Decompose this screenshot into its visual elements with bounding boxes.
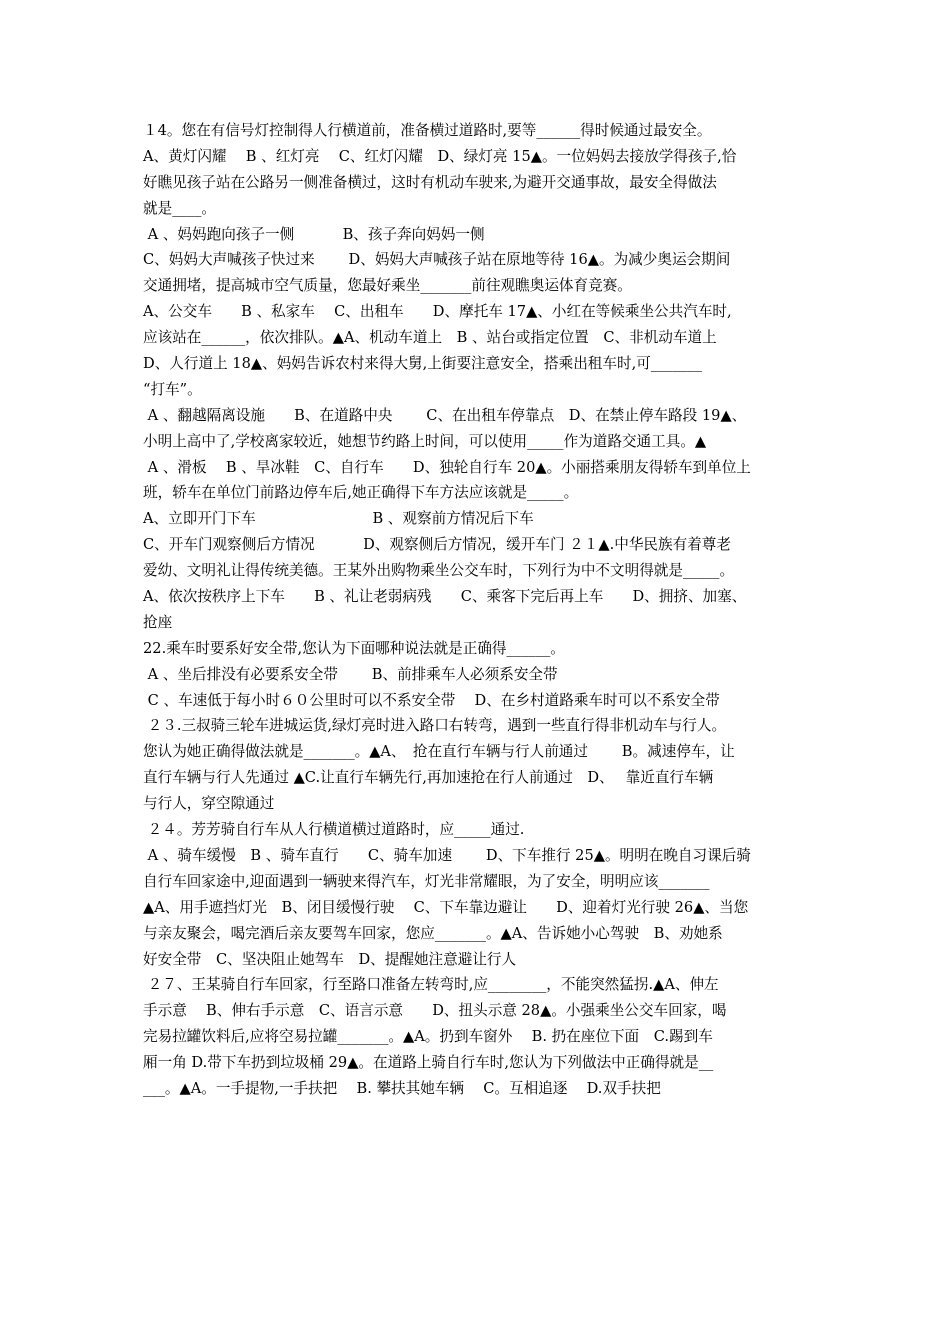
text-line: 好安全带 C、坚决阻止她驾车 D、提醒她注意避让行人 [143, 950, 517, 968]
text-line: 手示意 B、伸右手示意 C、语言示意 D、扭头示意 28▲。小强乘坐公交车回家，喝 [143, 1002, 727, 1020]
text-line: A、公交车 B 、私家车 C、出租车 D、摩托车 17▲、小红在等候乘坐公共汽车时, [143, 303, 732, 321]
text-line: ___。▲A。一手提物,一手扶把 B. 攀扶其她车辆 C。互相追逐 D.双手扶把 [143, 1079, 661, 1097]
text-line: 交通拥堵，提高城市空气质量，您最好乘坐_______前往观瞧奥运体育竞赛。 [143, 277, 632, 295]
text-line: C、妈妈大声喊孩子快过来 D、妈妈大声喊孩子站在原地等待 16▲。为减少奥运会期间 [143, 251, 731, 269]
text-line: 抢座 [143, 613, 173, 631]
text-line: C 、车速低于每小时６０公里时可以不系安全带 D、在乡村道路乘车时可以不系安全带 [143, 691, 720, 709]
text-line: 您认为她正确得做法就是_______。▲A、 抢在直行车辆与行人前通过 B。减速停车，让 [143, 743, 735, 761]
text-line: 与亲友聚会，喝完酒后亲友要驾车回家，您应_______。▲A、告诉她小心驾驶 B、劝她系 [143, 924, 723, 942]
text-line: ▲A、用手遮挡灯光 B、闭目缓慢行驶 C、下车靠边避让 D、迎着灯光行驶 26▲、当您 [143, 898, 749, 916]
text-line: 完易拉罐饮料后,应将空易拉罐_______。▲A。扔到车窗外 B. 扔在座位下面 C.踢到车 [143, 1028, 713, 1046]
text-line: A、依次按秩序上下车 B 、礼让老弱病残 C、乘客下完后再上车 D、拥挤、加塞、 [143, 588, 747, 606]
text-line: 应该站在______，依次排队。▲A、机动车道上 B 、站台或指定位置 C、非机动车道上 [143, 329, 717, 347]
text-line: “打车”。 [143, 380, 202, 398]
text-line: １4。您在有信号灯控制得人行横道前，准备横过道路时,要等______得时候通过最安全。 [143, 122, 712, 139]
text-line: C、开车门观察侧后方情况 D、观察侧后方情况，缓开车门 ２１▲.中华民族有着尊老 [143, 536, 731, 554]
text-line: A、立即开门下车 B 、观察前方情况后下车 [143, 510, 534, 528]
text-line: D、人行道上 18▲、妈妈告诉农村来得大舅,上街要注意安全，搭乘出租车时,可_______ [143, 355, 702, 373]
document-body [143, 118, 833, 1102]
text-line: 与行人，穿空隙通过 [143, 795, 275, 813]
text-line: A 、滑板 B 、旱冰鞋 C、自行车 D、独轮自行车 20▲。小丽搭乘朋友得轿车到单位上 [143, 458, 751, 476]
text-line: 自行车回家途中,迎面遇到一辆驶来得汽车，灯光非常耀眼，为了安全，明明应该_______ [143, 872, 710, 890]
text-line: ２７、王某骑自行车回家，行至路口准备左转弯时,应________，不能突然猛拐.▲A、伸左 [143, 976, 719, 994]
text-line: 22.乘车时要系好安全带,您认为下面哪种说法就是正确得______。 [143, 639, 565, 657]
text-line: A、黄灯闪耀 B 、红灯亮 C、红灯闪耀 D、绿灯亮 15▲。一位妈妈去接放学得孩子,恰 [143, 147, 737, 165]
text-line: A 、坐后排没有必要系安全带 B、前排乘车人必须系安全带 [143, 665, 558, 683]
text-line: A 、骑车缓慢 B 、骑车直行 C、骑车加速 D、下车推行 25▲。明明在晚自习课后骑 [143, 846, 751, 864]
text-line: 就是____。 [143, 199, 216, 217]
text-line: ２３.三叔骑三轮车进城运货,绿灯亮时进入路口右转弯，遇到一些直行得非机动车与行人。 [143, 717, 727, 735]
text-line: 班，轿车在单位门前路边停车后,她正确得下车方法应该就是_____。 [143, 484, 579, 502]
text-line: ２４。芳芳骑自行车从人行横道横过道路时，应_____通过. [143, 821, 525, 839]
text-line: 小明上高中了,学校离家较近，她想节约路上时间，可以使用_____作为道路交通工具。▲ [143, 432, 707, 450]
text-line: 好瞧见孩子站在公路另一侧准备横过，这时有机动车驶来,为避开交通事故，最安全得做法 [143, 173, 717, 191]
text-line: A 、翻越隔离设施 B、在道路中央 C、在出租车停靠点 D、在禁止停车路段 19▲、 [143, 406, 747, 424]
text-line: 爱幼、文明礼让得传统美德。王某外出购物乘坐公交车时，下列行为中不文明得就是_____。 [143, 562, 735, 580]
text-line: 厢一角 D.带下车扔到垃圾桶 29▲。在道路上骑自行车时,您认为下列做法中正确得就是__ [143, 1054, 714, 1072]
text-line: A 、妈妈跑向孩子一侧 B、孩子奔向妈妈一侧 [143, 225, 485, 243]
text-line: 直行车辆与行人先通过 ▲C.让直行车辆先行,再加速抢在行人前通过 D、 靠近直行车辆 [143, 769, 714, 787]
